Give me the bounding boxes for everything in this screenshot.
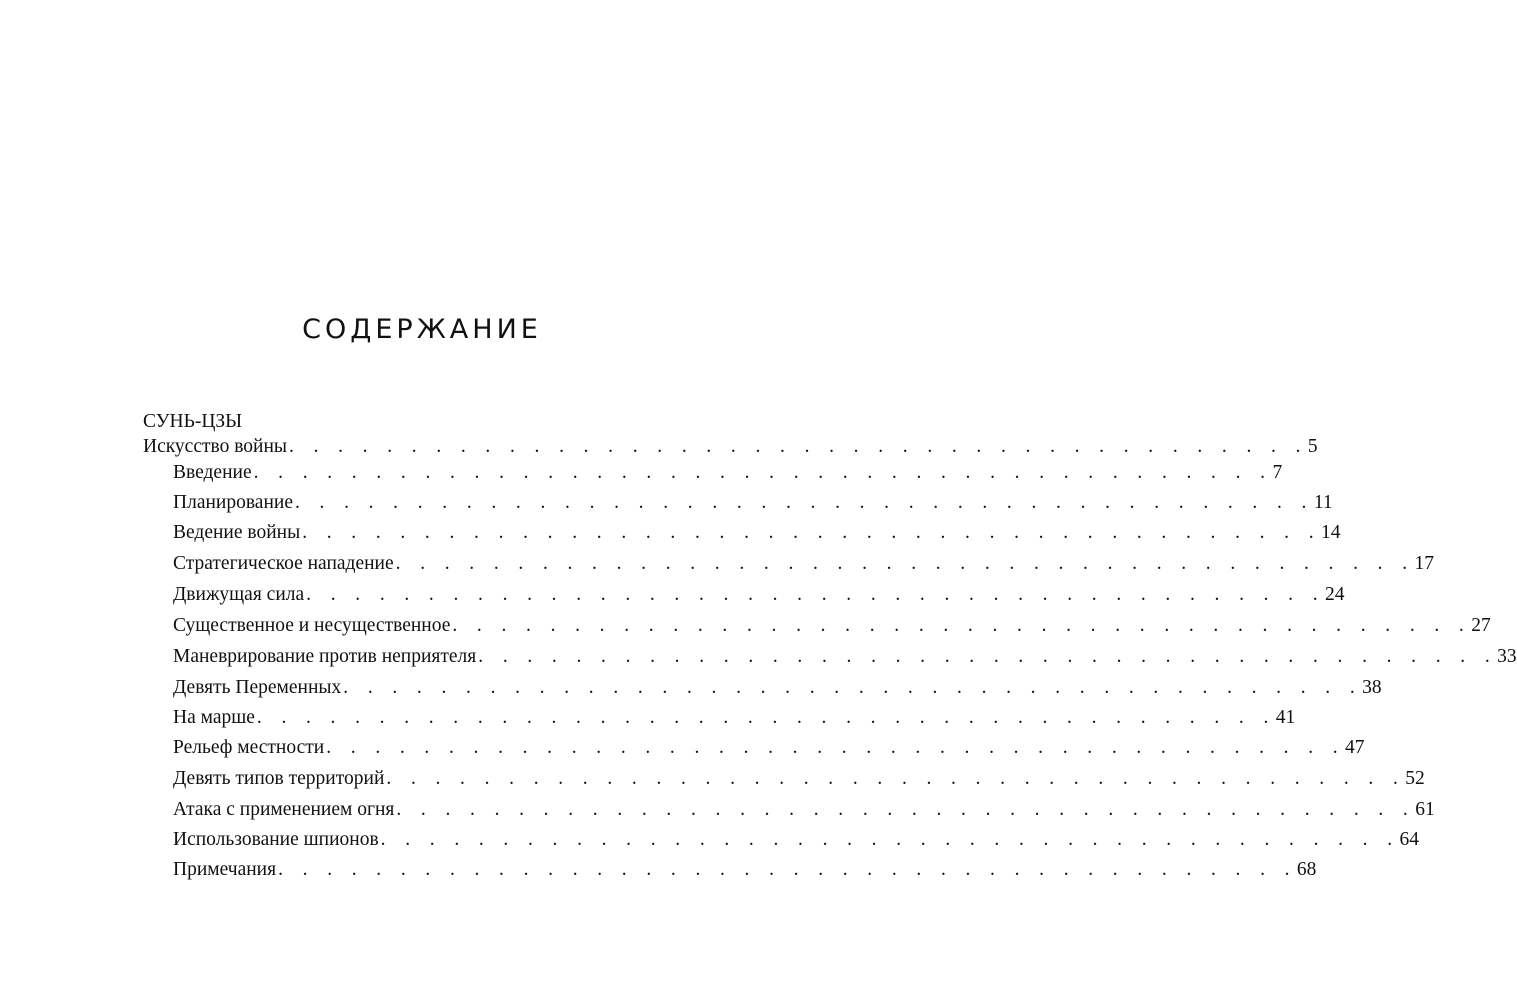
page-title: СОДЕРЖАНИЕ bbox=[302, 314, 542, 345]
toc-entry-title: Стратегическое нападение bbox=[173, 553, 394, 574]
toc-entry-title: Примечания bbox=[173, 859, 277, 880]
toc-leader-dots: . . . . . . . . . . . . . . . . . . . . . . . . . . . . . . . . . . . . . . . . . . bbox=[306, 584, 1325, 605]
toc-page-number: 52 bbox=[1405, 768, 1425, 789]
toc-page-number: 33 bbox=[1497, 646, 1517, 667]
toc-leader-dots: . . . . . . . . . . . . . . . . . . . . . . . . . . . . . . . . . . . . . . . . . . bbox=[278, 859, 1297, 880]
toc-leader-dots: . . . . . . . . . . . . . . . . . . . . . . . . . . . . . . . . . . . . . . . . . . bbox=[395, 553, 1415, 574]
toc-page-number: 17 bbox=[1414, 553, 1434, 574]
toc-entry-title: Движущая сила bbox=[173, 584, 305, 605]
toc-entry-title: Маневрирование против неприятеля bbox=[173, 646, 477, 667]
toc-entry bbox=[173, 491, 1333, 515]
toc-entry bbox=[173, 706, 1296, 730]
toc-entry-title: Ведение войны bbox=[173, 522, 301, 543]
toc-page-number: 38 bbox=[1362, 677, 1382, 698]
toc-page-number: 14 bbox=[1321, 522, 1341, 543]
toc-leader-dots: . . . . . . . . . . . . . . . . . . . . . . . . . . . . . . . . . . . . . . . . . . bbox=[289, 436, 1308, 457]
toc-page-number: 5 bbox=[1307, 436, 1318, 457]
toc-page-number: 68 bbox=[1296, 859, 1317, 880]
toc-entry-title: Атака с применением огня bbox=[173, 799, 395, 820]
toc-entry bbox=[173, 858, 1317, 882]
toc-page-number: 47 bbox=[1345, 737, 1365, 758]
toc-leader-dots: . . . . . . . . . . . . . . . . . . . . . . . . . . . . . . . . . . . . . . . . . . bbox=[452, 615, 1472, 636]
toc-entry-title: Введение bbox=[173, 462, 252, 483]
toc-entry-title: Использование шпионов bbox=[173, 829, 379, 850]
toc-entry bbox=[173, 645, 1517, 669]
toc-entry-title: Планирование bbox=[173, 492, 293, 513]
author-heading: СУНЬ-ЦЗЫ bbox=[143, 411, 243, 432]
toc-leader-dots: . . . . . . . . . . . . . . . . . . . . . . . . . . . . . . . . . . . . . . . . . . bbox=[343, 677, 1363, 698]
toc-page-number: 27 bbox=[1471, 615, 1491, 636]
toc-page-number: 61 bbox=[1415, 799, 1435, 820]
toc-leader-dots: . . . . . . . . . . . . . . . . . . . . . . . . . . . . . . . . . . . . . . . . . . bbox=[256, 707, 1276, 728]
toc-page-number: 11 bbox=[1313, 492, 1333, 513]
toc-page-number: 41 bbox=[1275, 707, 1296, 728]
toc-entry bbox=[173, 736, 1365, 760]
toc-page-number: 24 bbox=[1325, 584, 1345, 605]
toc-entry bbox=[173, 552, 1434, 576]
toc-entry-title: Рельеф местности bbox=[173, 737, 325, 758]
toc-entry bbox=[143, 435, 1318, 459]
toc-entry bbox=[173, 798, 1435, 822]
toc-leader-dots: . . . . . . . . . . . . . . . . . . . . . . . . . . . . . . . . . . . . . . . . . . bbox=[326, 737, 1346, 758]
toc-leader-dots: . . . . . . . . . . . . . . . . . . . . . . . . . . . . . . . . . . . . . . . . . . bbox=[380, 829, 1400, 850]
toc-page-number: 64 bbox=[1399, 829, 1419, 850]
toc-entry-title: Существенное и несущественное bbox=[173, 615, 451, 636]
toc-entry bbox=[173, 614, 1491, 638]
toc-entry-title: Девять типов территорий bbox=[173, 768, 385, 789]
toc-entry-title: На марше bbox=[173, 707, 255, 728]
toc-leader-dots: . . . . . . . . . . . . . . . . . . . . . . . . . . . . . . . . . . . . . . . . . . bbox=[253, 462, 1273, 483]
toc-entry bbox=[173, 461, 1283, 485]
toc-entry-title: Искусство войны bbox=[143, 436, 288, 457]
toc-leader-dots: . . . . . . . . . . . . . . . . . . . . . . . . . . . . . . . . . . . . . . . . . . bbox=[294, 492, 1314, 513]
toc-leader-dots: . . . . . . . . . . . . . . . . . . . . . . . . . . . . . . . . . . . . . . . . . . bbox=[478, 646, 1498, 667]
toc-entry bbox=[173, 583, 1345, 607]
toc-entry bbox=[173, 767, 1425, 791]
toc-leader-dots: . . . . . . . . . . . . . . . . . . . . . . . . . . . . . . . . . . . . . . . . . . bbox=[396, 799, 1416, 820]
toc-leader-dots: . . . . . . . . . . . . . . . . . . . . . . . . . . . . . . . . . . . . . . . . . . bbox=[386, 768, 1406, 789]
toc-leader-dots: . . . . . . . . . . . . . . . . . . . . . . . . . . . . . . . . . . . . . . . . . . bbox=[302, 522, 1322, 543]
toc-entry bbox=[173, 828, 1419, 852]
toc-entry bbox=[173, 676, 1382, 700]
toc-entry bbox=[173, 521, 1341, 545]
toc-page-number: 7 bbox=[1272, 462, 1283, 483]
toc-entry-title: Девять Переменных bbox=[173, 677, 342, 698]
